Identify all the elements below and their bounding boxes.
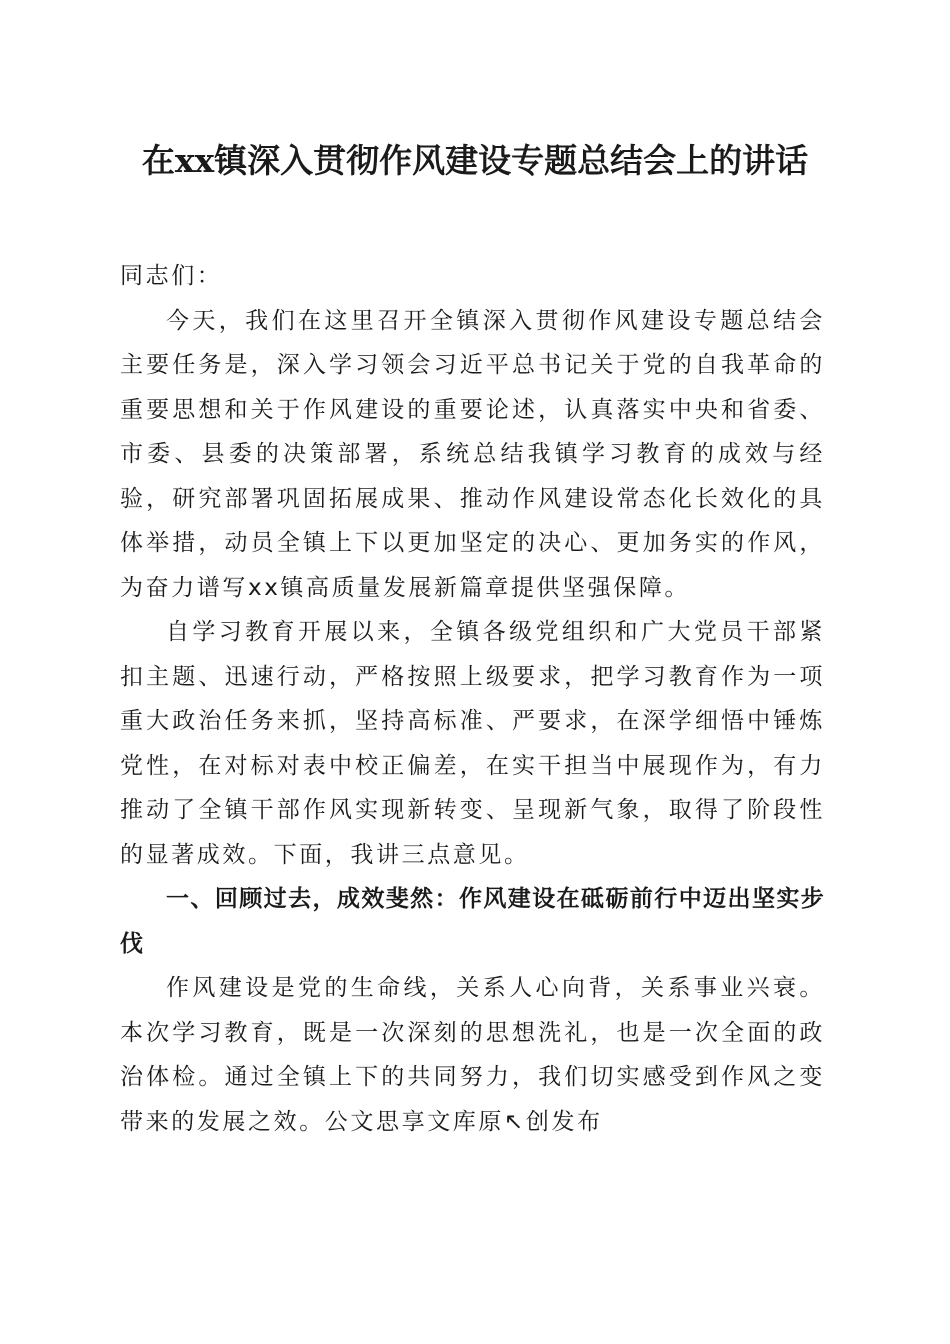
section-1-paragraph: 作风建设是党的生命线，关系人心向背，关系事业兴衰。本次学习教育，既是一次深刻的思想洗礼，也是一次全面的政治体检。通过全镇上下的共同努力，我们切实感受到作风之变带来的发展之效。公文思享文库原↖创发布: [120, 975, 825, 1135]
paragraph-overview: 自学习教育开展以来，全镇各级党组织和广大党员干部紧扣主题、迅速行动，严格按照上级要求，把学习教育作为一项重大政治任务来抓，坚持高标准、严要求，在深学细悟中锤炼党性，在对标对表中校正偏差，在实干担当中展现作为，有力推动了全镇干部作风实现新转变、呈现新气象，取得了阶段性的显著成效。下面，我讲三点意见。: [120, 619, 825, 868]
salutation: 同志们：: [120, 263, 223, 289]
document-title: 在xx镇深入贯彻作风建设专题总结会上的讲话: [141, 141, 809, 180]
document-body: [120, 254, 825, 1144]
section-heading-1: 一、回顾过去，成效斐然：作风建设在砥砺前行中迈出坚实步伐: [120, 886, 825, 957]
paragraph-opening: 今天，我们在这里召开全镇深入贯彻作风建设专题总结会主要任务是，深入学习领会习近平总书记关于党的自我革命的重要思想和关于作风建设的重要论述，认真落实中央和省委、市委、县委的决策部署，系统总结我镇学习教育的成效与经验，研究部署巩固拓展成果、推动作风建设常态化长效化的具体举措，动员全镇上下以更加坚定的决心、更加务实的作风，为奋力谱写xx镇高质量发展新篇章提供坚强保障。: [120, 307, 825, 601]
